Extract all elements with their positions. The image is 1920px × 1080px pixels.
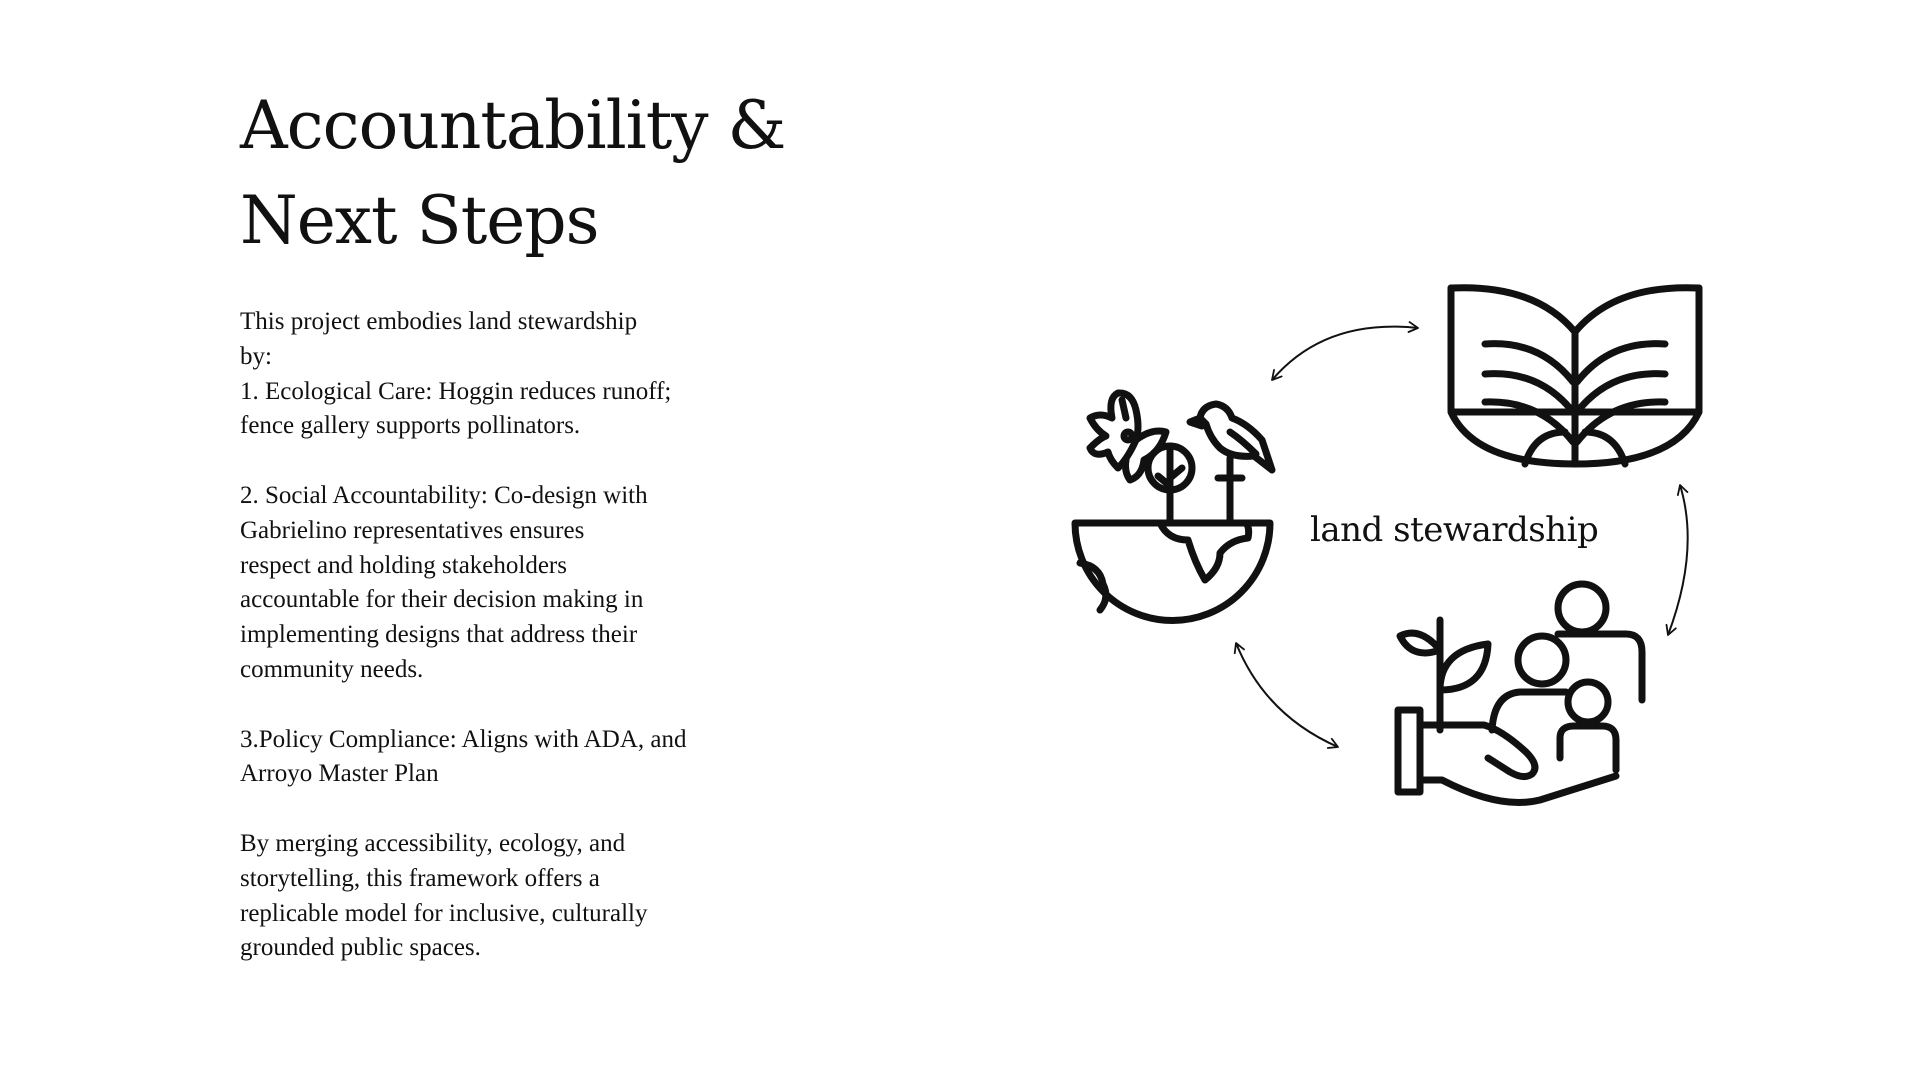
- community-care-icon: [1390, 580, 1650, 810]
- list-item-ecological-care: 1. Ecological Care: Hoggin reduces runoff;: [240, 377, 672, 405]
- list-item-policy-compliance: Arroyo Master Plan: [240, 760, 439, 788]
- arrow-community-earth: [1236, 643, 1338, 747]
- list-item-social-accountability: implementing designs that address their: [240, 621, 638, 649]
- closing-line: storytelling, this framework offers a: [240, 864, 600, 892]
- closing-line: By merging accessibility, ecology, and: [240, 829, 626, 857]
- paragraph-gap: [240, 444, 740, 479]
- paragraph-gap: [240, 688, 740, 723]
- open-book-icon: [1445, 282, 1705, 472]
- diagram-center-label: land stewardship: [1310, 510, 1599, 550]
- list-item-social-accountability: community needs.: [240, 655, 424, 683]
- paragraph-gap: [240, 792, 740, 827]
- intro-line: This project embodies land stewardship: [240, 308, 638, 335]
- page-title: [240, 78, 880, 268]
- arrow-book-community: [1668, 485, 1688, 635]
- list-item-social-accountability: respect and holding stakeholders: [240, 551, 567, 579]
- closing-line: replicable model for inclusive, culturally: [240, 899, 648, 927]
- intro-line: by:: [240, 342, 272, 370]
- list-item-social-accountability: accountable for their decision making in: [240, 586, 644, 614]
- list-item-policy-compliance: 3.Policy Compliance: Aligns with ADA, and: [240, 725, 687, 753]
- list-item-social-accountability: Gabrielino representatives ensures: [240, 516, 585, 544]
- list-item-social-accountability: 2. Social Accountability: Co-design with: [240, 481, 648, 509]
- title-line-2: Next Steps: [240, 182, 599, 259]
- body-text: [240, 305, 740, 966]
- closing-line: grounded public spaces.: [240, 934, 481, 962]
- stewardship-cycle-diagram: [1040, 260, 1720, 860]
- arrow-earth-book: [1272, 327, 1418, 380]
- list-item-ecological-care: fence gallery supports pollinators.: [240, 412, 581, 440]
- earth-nature-icon: [1070, 388, 1300, 628]
- title-line-1: Accountability &: [240, 87, 786, 164]
